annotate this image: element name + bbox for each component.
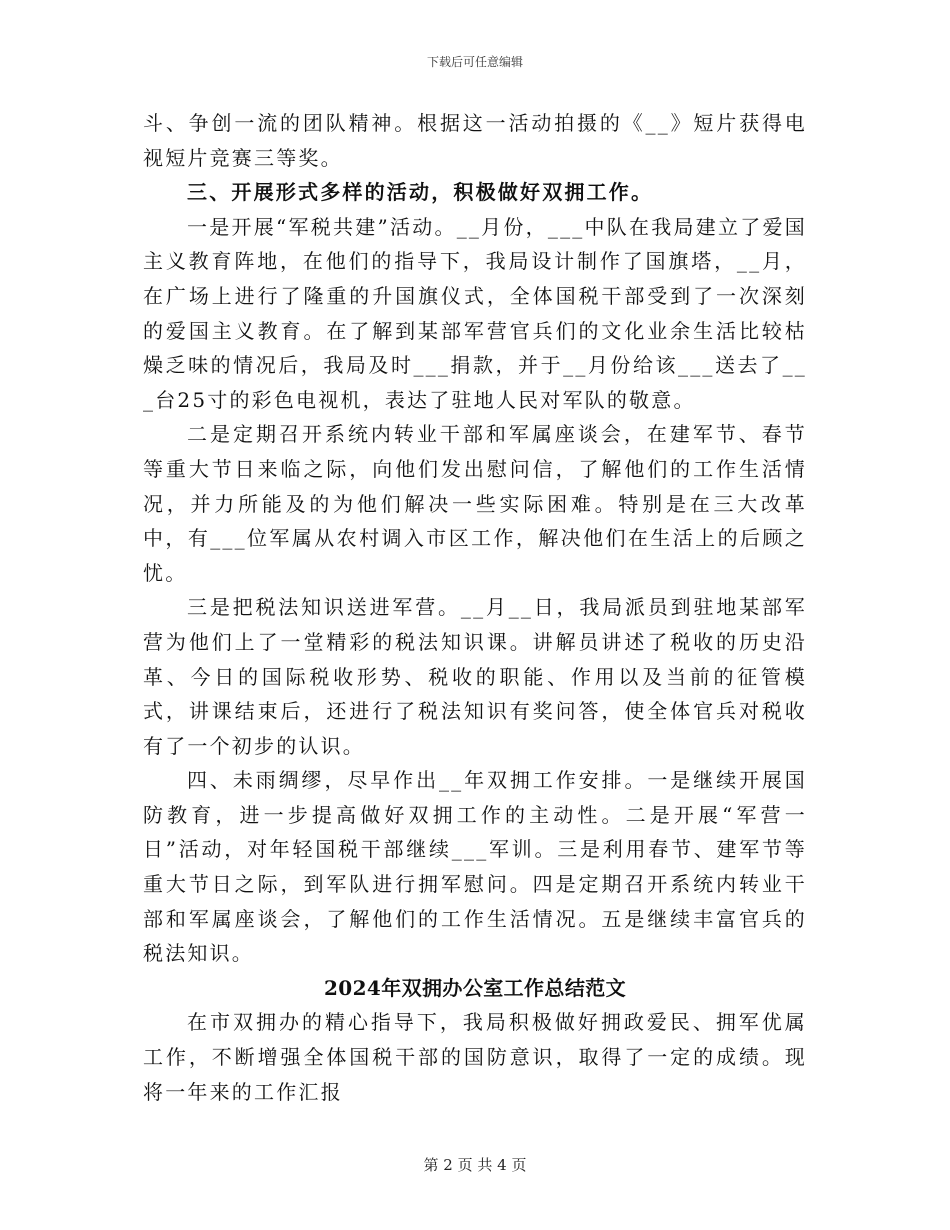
paragraph-continuation: 斗、争创一流的团队精神。根据这一活动拍摄的《__》短片获得电视短片竞赛三等奖。 [143, 111, 807, 170]
page-number: 第 2 页 共 4 页 [423, 1156, 527, 1174]
paragraph-intro: 在市双拥办的精心指导下，我局积极做好拥政爱民、拥军优属工作，不断增强全体国税干部的国防意识，取得了一定的成绩。现将一年来的工作汇报 [143, 1010, 807, 1104]
document-title: 2024年双拥办公室工作总结范文 [323, 975, 627, 1000]
page-header-note: 下载后可任意编辑 [426, 55, 523, 69]
paragraph-symposium: 二是定期召开系统内转业干部和军属座谈会，在建军节、春节等重大节日来临之际，向他们发出慰问信，了解他们的工作生活情况，并力所能及的为他们解决一些实际困难。特别是在三大改革中，有___位军属从农村调入市区工作，解决他们在生活上的后顾之忧。 [143, 422, 807, 585]
document-body [143, 106, 807, 1109]
paragraph-work-plan: 四、未雨绸缪，尽早作出__年双拥工作安排。一是继续开展国防教育，进一步提高做好双拥工作的主动性。二是开展“军营一日”活动，对年轻国税干部继续___军训。三是利用春节、建军节等重大节日之际，到军队进行拥军慰问。四是定期召开系统内转业干部和军属座谈会，了解他们的工作生活情况。五是继续丰富官兵的税法知识。 [143, 768, 807, 966]
paragraph-tax-knowledge: 三是把税法知识送进军营。__月__日，我局派员到驻地某部军营为他们上了一堂精彩的税法知识课。讲解员讲述了税收的历史沿革、今日的国际税收形势、税收的职能、作用以及当前的征管模式，讲课结束后，还进行了税法知识有奖问答，使全体官兵对税收有了一个初步的认识。 [143, 595, 807, 758]
section-heading-three: 三、开展形式多样的活动，积极做好双拥工作。 [187, 180, 654, 205]
paragraph-military-tax-cobuilding: 一是开展“军税共建”活动。__月份，___中队在我局建立了爱国主义教育阵地，在他们的指导下，我局设计制作了国旗塔，__月，在广场上进行了隆重的升国旗仪式，全体国税干部受到了一次深刻的爱国主义教育。在了解到某部军营官兵们的文化业余生活比较枯燥乏味的情况后，我局及时___捐款，并于__月份给该___送去了___台25寸的彩色电视机，表达了驻地人民对军队的敬意。 [143, 214, 807, 412]
